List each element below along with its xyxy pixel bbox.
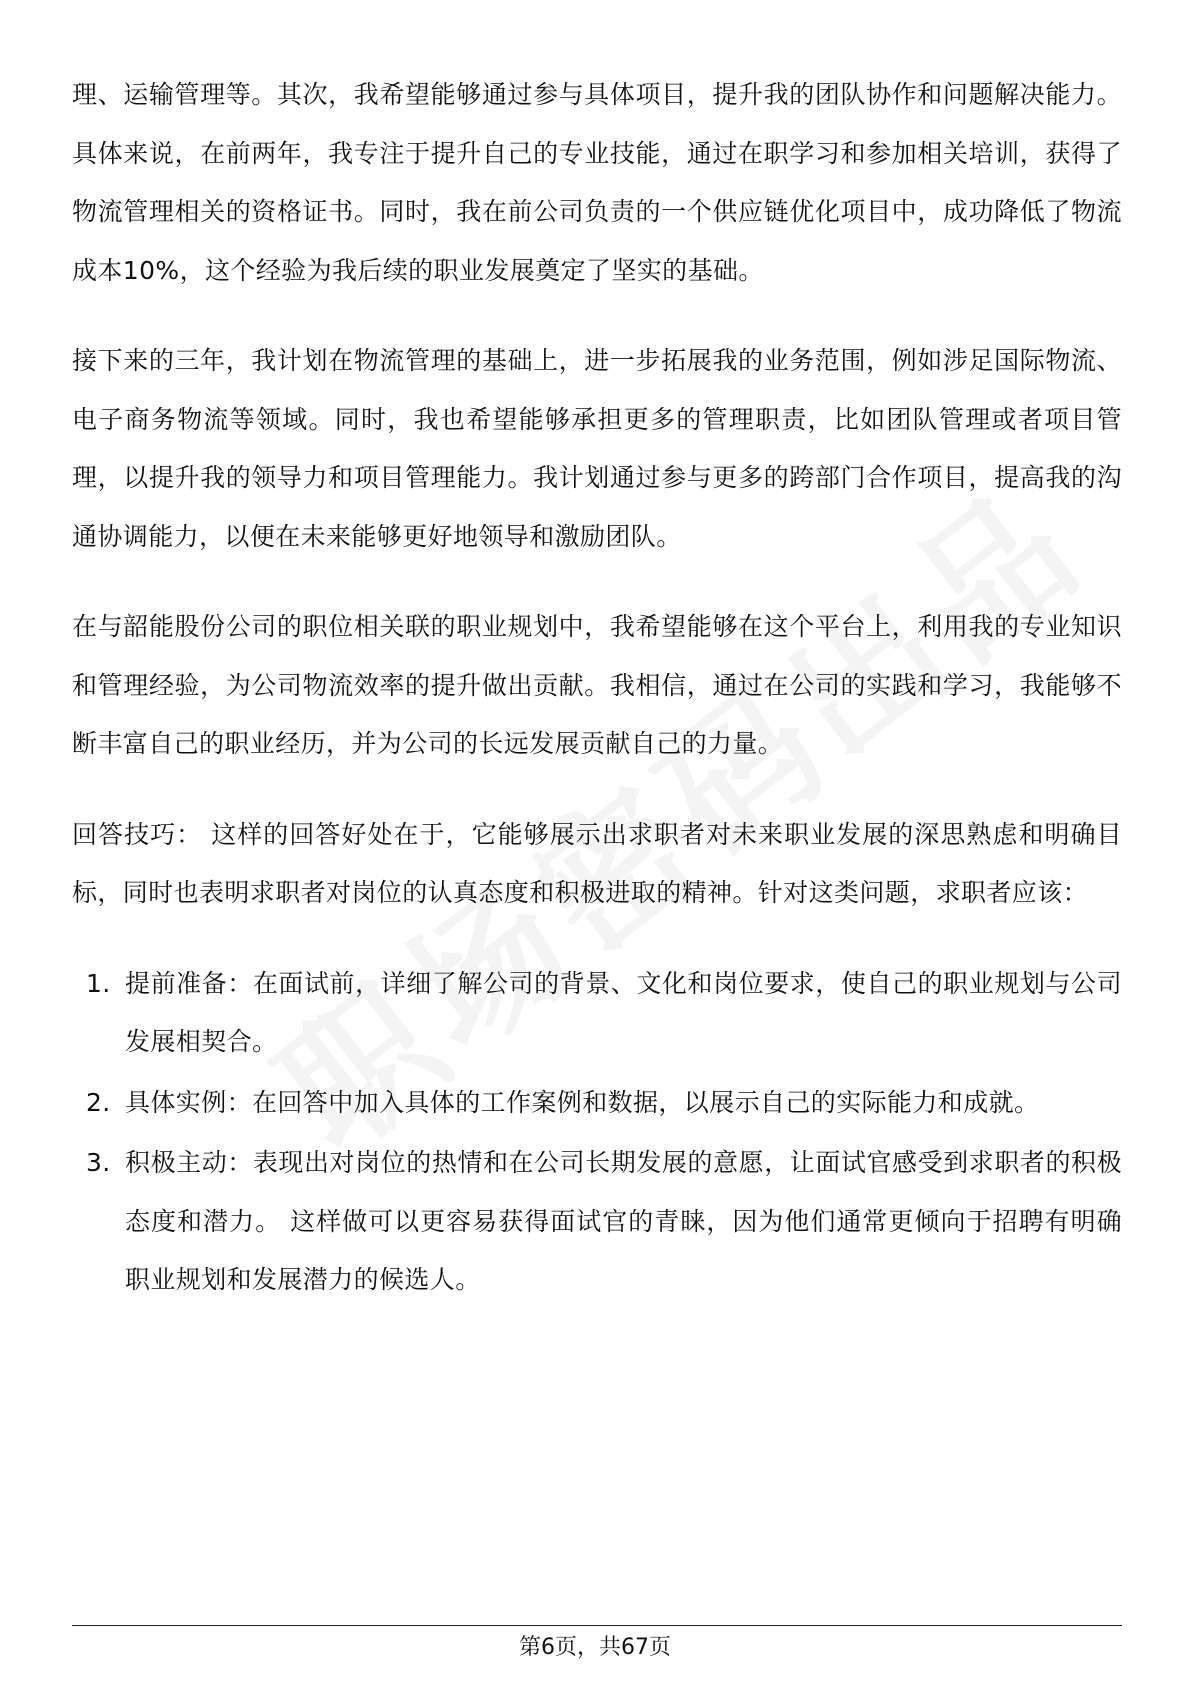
list-item-text: 具体实例：在回答中加入具体的工作案例和数据，以展示自己的实际能力和成就。 — [125, 1087, 1040, 1117]
tips-list — [72, 955, 1122, 1310]
list-item-number: 2. — [86, 1087, 111, 1117]
footer-divider — [72, 1625, 1122, 1626]
list-item-number: 3. — [86, 1148, 111, 1177]
paragraph-answer-tips: 回答技巧： 这样的回答好处在于，它能够展示出求职者对未来职业发展的深思熟虑和明确目标，同时也表明求职者对岗位的认真态度和积极进取的精神。针对这类问题，求职者应该： — [72, 819, 1122, 907]
list-item — [72, 955, 1122, 1072]
page-body — [72, 66, 1122, 1312]
paragraph-career-plan-next-three-years: 接下来的三年，我计划在物流管理的基础上，进一步拓展我的业务范围，例如涉足国际物流、电子商务物流等领域。同时，我也希望能够承担更多的管理职责，比如团队管理或者项目管理，以提升我的领导力和项目管理能力。我计划通过参与更多的跨部门合作项目，提高我的沟通协调能力，以便在未来能够更好地领导和激励团队。 — [72, 346, 1122, 551]
page-number: 第6页，共67页 — [519, 1635, 671, 1660]
list-item — [72, 1074, 1122, 1133]
paragraph-company-alignment: 在与韶能股份公司的职位相关联的职业规划中，我希望能够在这个平台上，利用我的专业知识和管理经验，为公司物流效率的提升做出贡献。我相信，通过在公司的实践和学习，我能够不断丰富自己的职业经历，并为公司的长远发展贡献自己的力量。 — [72, 612, 1122, 758]
list-item-text: 积极主动：表现出对岗位的热情和在公司长期发展的意愿，让面试官感受到求职者的积极态度和潜力。 这样做可以更容易获得面试官的青睐，因为他们通常更倾向于招聘有明确职业规划和发展潜力的候选人。 — [125, 1148, 1122, 1294]
list-item-text: 提前准备：在面试前，详细了解公司的背景、文化和岗位要求，使自己的职业规划与公司发展相契合。 — [125, 968, 1122, 1056]
list-item — [72, 1134, 1122, 1310]
list-item-number: 1. — [86, 968, 111, 998]
paragraph-career-plan-early: 理、运输管理等。其次，我希望能够通过参与具体项目，提升我的团队协作和问题解决能力。具体来说，在前两年，我专注于提升自己的专业技能，通过在职学习和参加相关培训，获得了物流管理相关的资格证书。同时，我在前公司负责的一个供应链优化项目中，成功降低了物流成本10%，这个经验为我后续的职业发展奠定了坚实的基础。 — [72, 80, 1122, 285]
